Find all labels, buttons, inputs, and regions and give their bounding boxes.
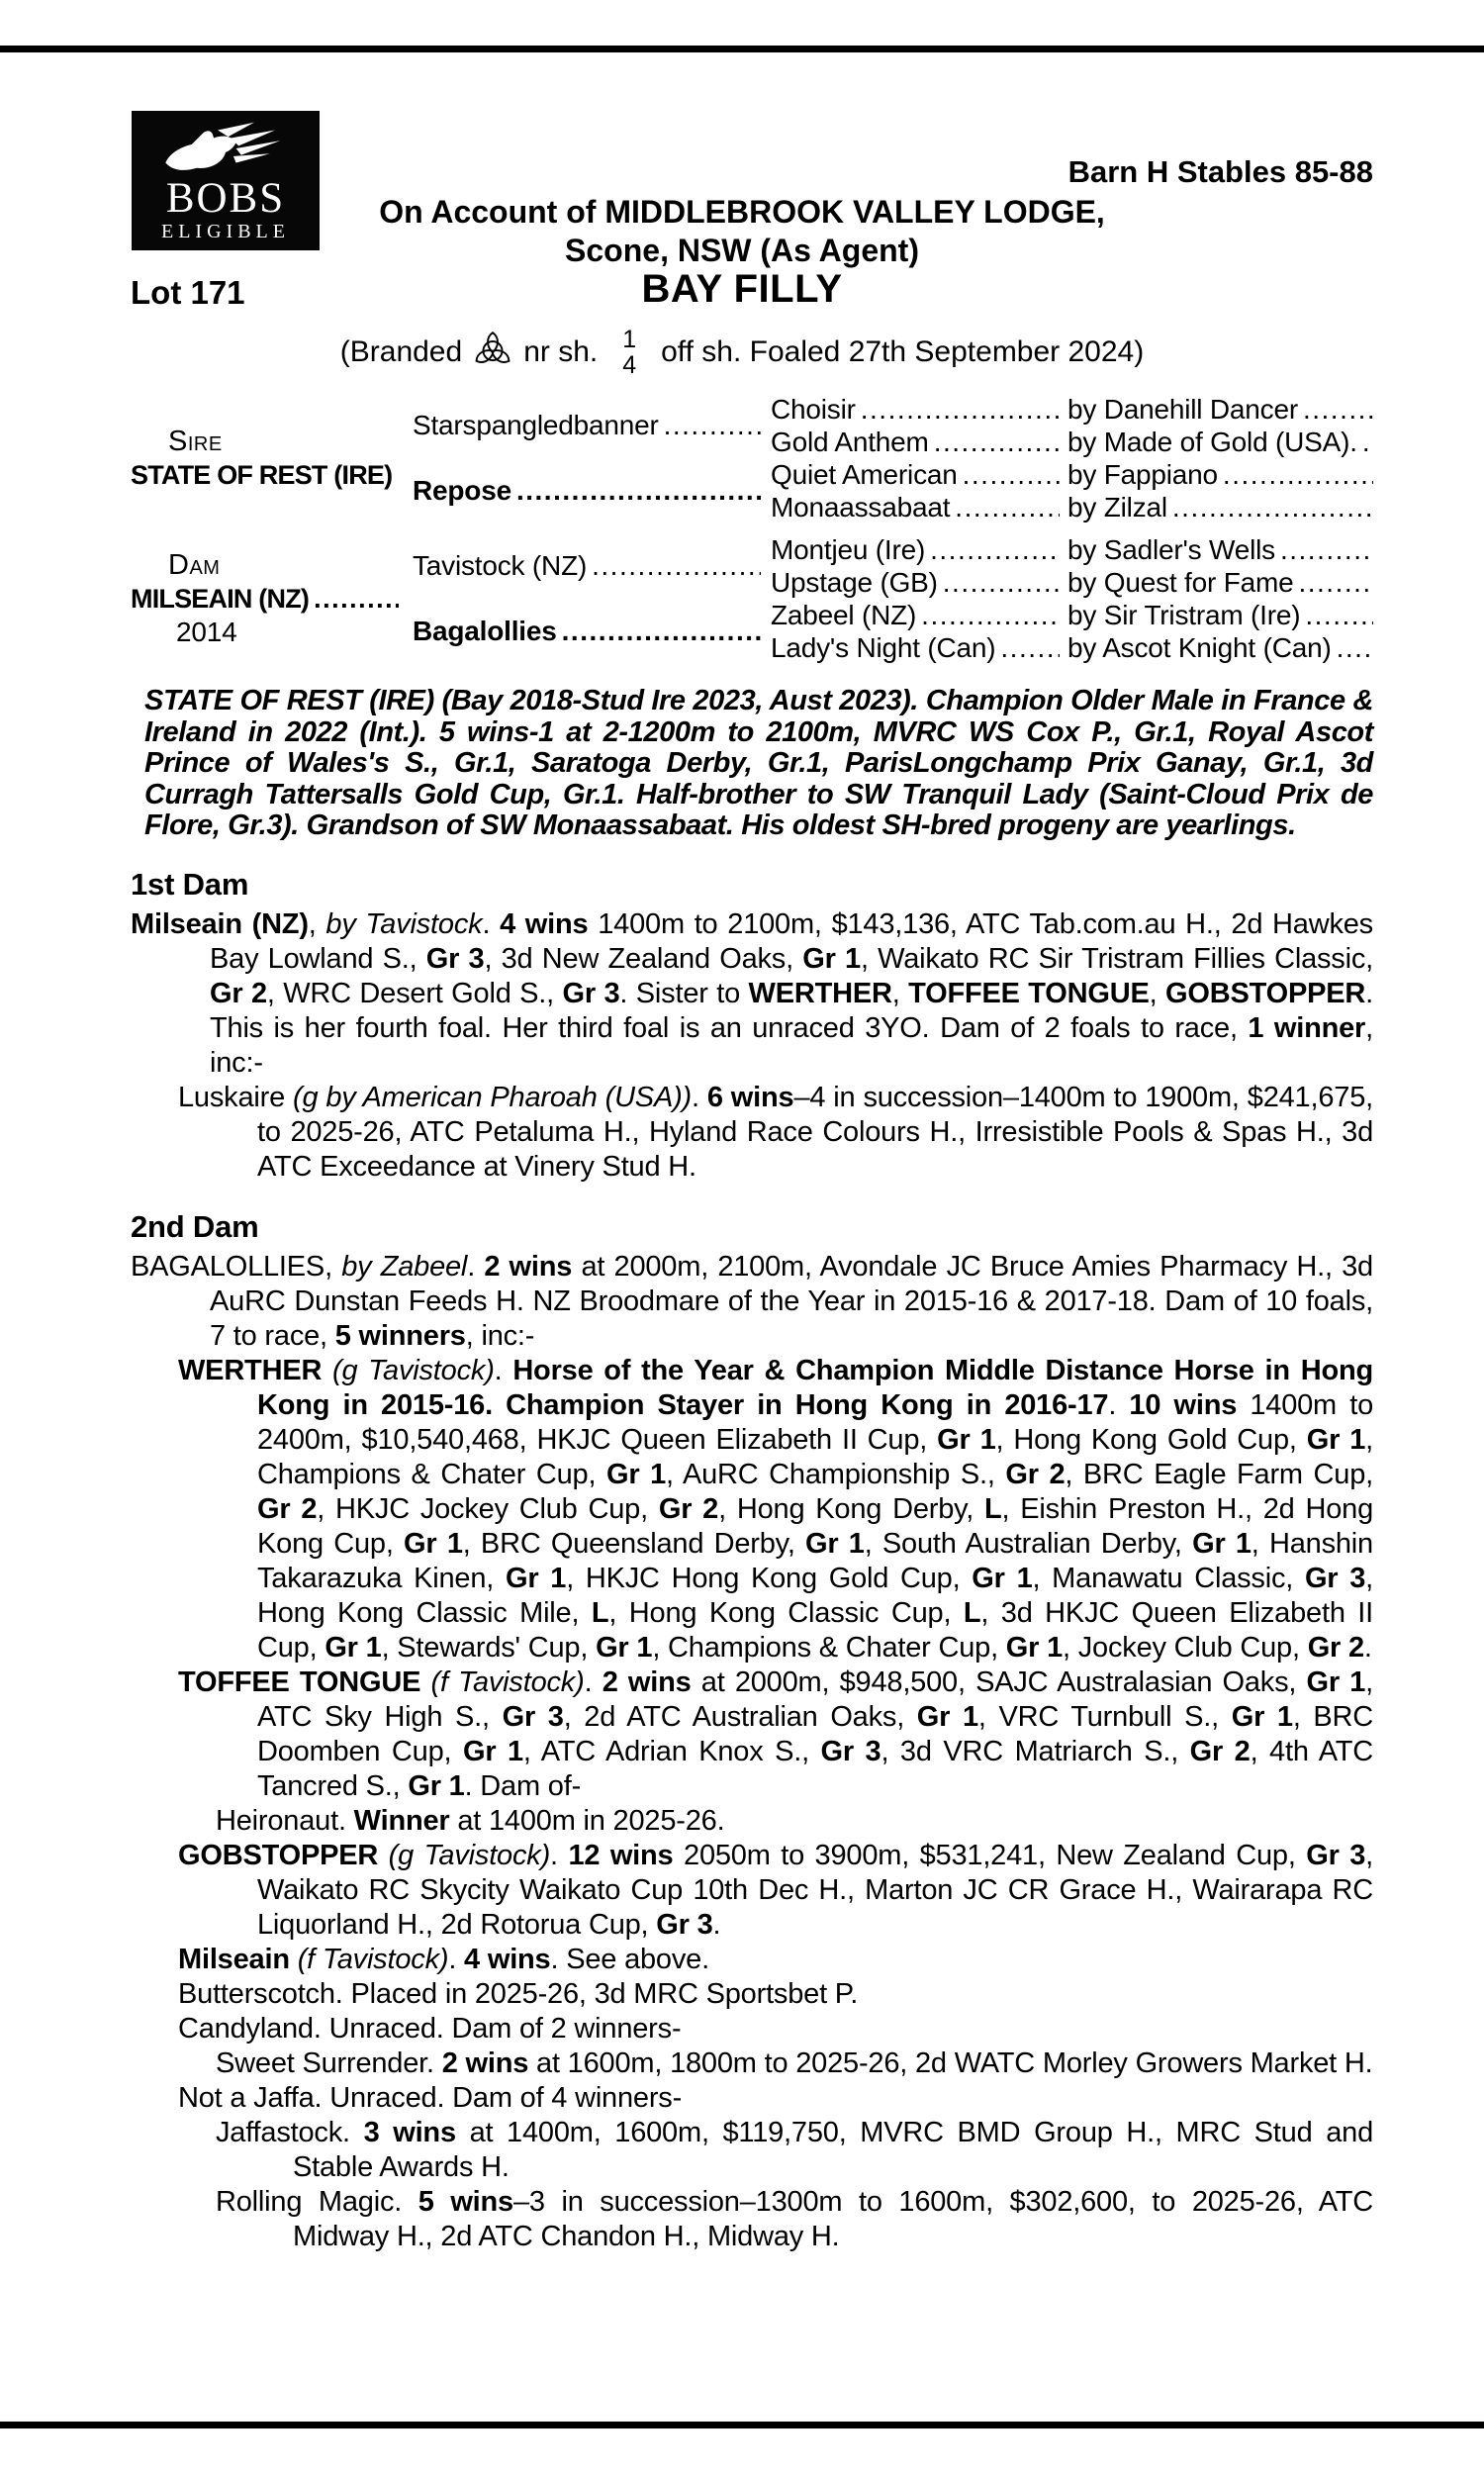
text-run: Winner	[353, 1804, 450, 1837]
text-run: 1 winner	[1248, 1011, 1366, 1044]
text-run: –3 in succession–1300m to 1600m, $302,600, to 2025-26, ATC Midway H., 2d ATC Chandon H., Midway H.	[293, 2185, 1373, 2252]
sub-progeny-paragraph	[131, 2185, 1373, 2254]
sub-progeny-paragraph	[131, 2116, 1373, 2185]
text-run: . Sister to	[619, 977, 749, 1009]
text-run: , ATC Adrian Knox S.,	[522, 1735, 821, 1767]
text-run: 2 wins	[484, 1250, 573, 1283]
granddam-cell: Gold Anthem .....	[771, 427, 1067, 458]
text-run: Gr 2	[210, 977, 267, 1009]
progeny-paragraph	[131, 2081, 1373, 2116]
text-run: BAGALOLLIES,	[131, 1250, 342, 1283]
granddam-cell: Lady's Night (Can) .....	[771, 632, 1067, 664]
text-run: 2050m to 3900m, $531,241, New Zealand Cup,	[673, 1839, 1307, 1871]
text-run: 1400m to 2100m, $143,136, ATC Tab.com.au H., 2d Hawkes Bay Lowland S.,	[210, 907, 1373, 975]
text-run: , AuRC Championship S.,	[666, 1458, 1006, 1490]
text-run: .	[482, 907, 501, 940]
text-run: 10 wins	[1129, 1388, 1238, 1421]
dam-record-paragraph	[131, 1250, 1373, 1354]
text-run: Gr 3	[562, 977, 620, 1009]
text-run: , HKJC Hong Kong Gold Cup,	[566, 1562, 973, 1594]
text-run: .	[1108, 1388, 1130, 1421]
text-run: Gr 1	[1192, 1527, 1252, 1560]
text-run: Gr 1	[1231, 1700, 1293, 1733]
sire-dam-cell: Repose .....	[413, 475, 771, 507]
text-run: Gr 1	[605, 1458, 667, 1490]
pedigree-dam-block	[131, 533, 1373, 664]
text-run: Candyland. Unraced. Dam of 2 winners-	[178, 2012, 682, 2045]
dam-sire-cell: Tavistock (NZ) .....	[413, 550, 771, 582]
text-run: 2 wins	[441, 2046, 529, 2079]
progeny-paragraph	[131, 1081, 1373, 1185]
grandsire-cell: Choisir .....	[771, 394, 1067, 426]
text-run: , Waikato RC Sir Tristram Fillies Classic,	[860, 942, 1374, 975]
text-run: Milseain	[178, 1943, 298, 1975]
logo-subtitle: ELIGIBLE	[161, 220, 290, 242]
granddam-cell: Monaassabaat .....	[771, 492, 1067, 523]
text-run: , HKJC Jockey Club Cup,	[317, 1492, 659, 1525]
text-run: , Eishin Preston H., 2d Hong Kong Cup,	[257, 1492, 1373, 1560]
pedigree-sire-block	[131, 393, 1373, 523]
text-run: 6 wins	[706, 1081, 794, 1113]
text-run: .	[550, 1839, 569, 1871]
text-run: –4 in succession–1400m to 1900m, $241,675, to 2025-26, ATC Petaluma H., Hyland Race Colours H., Irresistible Pools & Spas H., 3d ATC Exceedance at Vinery Stud H.	[257, 1081, 1373, 1183]
text-run: Gr 1	[972, 1562, 1033, 1594]
text-run: Gr 2	[1005, 1458, 1066, 1490]
progeny-paragraph	[131, 1665, 1373, 1804]
text-run: ,	[891, 977, 909, 1009]
dam-role-label: Dam	[168, 549, 221, 581]
lot-number: Lot 171	[131, 274, 245, 311]
barn-stables-line: Barn H Stables 85-88	[1067, 154, 1373, 189]
sub-progeny-paragraph	[131, 1804, 1373, 1839]
text-run: . This is her fourth foal. Her third foal is an unraced 3YO. Dam of 2 foals to race,	[210, 977, 1373, 1044]
text-run: (g Tavistock)	[388, 1839, 551, 1871]
text-run: (f Tavistock)	[297, 1943, 449, 1975]
sire-role-label: Sire	[168, 426, 223, 457]
grandsire-by-cell: by Danehill Dancer .....	[1067, 394, 1373, 426]
top-rule	[0, 46, 1484, 52]
text-run: L	[591, 1596, 609, 1629]
text-run: TOFFEE TONGUE	[178, 1665, 431, 1698]
text-run: Gr 1	[1306, 1423, 1366, 1456]
text-run: 2 wins	[602, 1665, 692, 1698]
text-run: Sweet Surrender.	[216, 2046, 442, 2079]
text-run: , Hong Kong Classic Cup,	[608, 1596, 964, 1629]
sire-sire-cell: Starspangledbanner .....	[413, 410, 771, 441]
text-run: Gr 1	[404, 1527, 463, 1560]
text-run: Gr 1	[325, 1631, 382, 1664]
text-run: ,	[1149, 977, 1165, 1009]
progeny-paragraph	[131, 1943, 1373, 1977]
text-run: Rolling Magic.	[216, 2185, 418, 2218]
text-run: Gr 2	[658, 1492, 719, 1525]
first-dam-heading: 1st Dam	[131, 866, 249, 902]
text-run: Gr 1	[462, 1735, 523, 1767]
text-run: Gr 1	[1005, 1631, 1064, 1664]
text-run: Gr 3	[1304, 1562, 1366, 1594]
text-run: . See above.	[550, 1943, 709, 1975]
text-run: Gr 1	[916, 1700, 978, 1733]
triquetra-brand-icon	[471, 330, 514, 375]
text-run: , BRC Doomben Cup,	[257, 1700, 1374, 1767]
logo-wordmark: BOBS	[165, 174, 286, 222]
text-run: WERTHER	[178, 1354, 332, 1386]
text-run: (g by American Pharoah (USA))	[293, 1081, 693, 1113]
text-run: , Champions & Chater Cup,	[652, 1631, 1006, 1664]
dam-record-paragraph	[131, 907, 1373, 1081]
brand-fraction-denominator: 4	[622, 351, 637, 379]
vendor-account-line: On Account of MIDDLEBROOK VALLEY LODGE,	[379, 194, 1105, 230]
text-run: L	[984, 1492, 1002, 1525]
progeny-paragraph	[131, 1977, 1373, 2012]
progeny-paragraph	[131, 2012, 1373, 2046]
text-run: Gr 1	[805, 1527, 865, 1560]
text-run: .	[692, 1081, 707, 1113]
text-run: 5 wins	[417, 2185, 513, 2218]
text-run: , 3d HKJC Queen Elizabeth II Cup,	[257, 1596, 1373, 1664]
text-run: , South Australian Derby,	[864, 1527, 1193, 1560]
grandsire-cell: Zabeel (NZ) .....	[771, 600, 1067, 631]
text-run: 1400m to 2400m, $10,540,468, HKJC Queen Elizabeth II Cup,	[257, 1388, 1374, 1456]
text-run: 12 wins	[568, 1839, 674, 1871]
catalogue-body	[131, 393, 1373, 2254]
text-run: , 4th ATC Tancred S.,	[257, 1735, 1373, 1802]
dam-year: 2014	[176, 617, 237, 647]
text-run: Gr 1	[408, 1769, 465, 1802]
text-run: , inc:-	[465, 1319, 535, 1352]
text-run: L	[963, 1596, 981, 1629]
second-dam-heading: 2nd Dam	[131, 1208, 259, 1244]
text-run: Luskaire	[178, 1081, 293, 1113]
text-run: , Waikato RC Skycity Waikato Cup 10th Dec H., Marton JC CR Grace H., Wairarapa RC Liquorland H., 2d Rotorua Cup,	[257, 1839, 1373, 1941]
text-run: , WRC Desert Gold S.,	[266, 977, 563, 1009]
grandsire-by-cell: by Fappiano .....	[1067, 459, 1373, 491]
granddam-by-cell: by Ascot Knight (Can) .....	[1067, 632, 1373, 664]
text-run: , Hong Kong Gold Cup,	[995, 1423, 1307, 1456]
text-run: Gr 1	[937, 1423, 996, 1456]
text-run: 5 winners	[334, 1319, 466, 1352]
sire-summary-paragraph	[131, 686, 1373, 842]
text-run: TOFFEE TONGUE	[908, 977, 1150, 1009]
text-run: Gr 1	[1306, 1665, 1366, 1698]
text-run: , Stewards' Cup,	[381, 1631, 597, 1664]
text-run: Horse of the Year & Champion Middle Distance Horse in Hong Kong in 2015-16. Champion Stayer in Hong Kong in 2016-17	[257, 1354, 1373, 1421]
text-run: Gr 2	[257, 1492, 318, 1525]
text-run: , inc:-	[210, 1011, 1373, 1079]
text-run: GOBSTOPPER	[1165, 977, 1366, 1009]
branded-near-shoulder: nr sh.	[523, 335, 599, 368]
text-run: Gr 1	[802, 942, 861, 975]
text-run: Not a Jaffa. Unraced. Dam of 4 winners-	[178, 2081, 683, 2114]
text-run: , 3d VRC Matriarch S.,	[881, 1735, 1190, 1767]
text-run: , Champions & Chater Cup,	[257, 1423, 1373, 1490]
page-title: BAY FILLY	[641, 267, 843, 311]
text-run: Gr 2	[1189, 1735, 1251, 1767]
text-run: Gr 3	[425, 942, 485, 975]
text-run: .	[494, 1354, 513, 1386]
text-run: , VRC Turnbull S.,	[977, 1700, 1232, 1733]
progeny-paragraph	[131, 1354, 1373, 1665]
text-run: Gr 2	[1307, 1631, 1364, 1664]
vendor-location-line: Scone, NSW (As Agent)	[565, 233, 919, 268]
text-run: Gr 3	[1306, 1839, 1366, 1871]
text-run: .	[448, 1943, 465, 1975]
text-run: at 1400m, 1600m, $119,750, MVRC BMD Group H., MRC Stud and Stable Awards H.	[293, 2116, 1373, 2183]
progeny-paragraph	[131, 1839, 1373, 1943]
text-run: , BRC Queensland Derby,	[462, 1527, 806, 1560]
text-run: at 1400m in 2025-26.	[449, 1804, 725, 1837]
bottom-rule	[0, 2422, 1484, 2428]
text-run: , Hong Kong Derby,	[718, 1492, 985, 1525]
text-run: , Manawatu Classic,	[1032, 1562, 1305, 1594]
granddam-by-cell: by Zilzal .....	[1067, 492, 1373, 523]
text-run: 4 wins	[464, 1943, 551, 1975]
granddam-by-cell: by Quest for Fame .....	[1067, 567, 1373, 599]
text-run: .	[1363, 1631, 1372, 1664]
branding-line	[0, 309, 1484, 396]
text-run: , 2d ATC Australian Oaks,	[563, 1700, 917, 1733]
text-run: WERTHER	[748, 977, 892, 1009]
text-run: STATE OF REST (IRE) (Bay 2018-Stud Ire 2023, Aust 2023). Champion Older Male in France & Ireland in 2022 (Int.). 5 wins-1 at 2-1200m to 2100m, MVRC WS Cox P., Gr.1, Royal Ascot Prince of Wales's S., Gr.1, Saratoga Derby, Gr.1, ParisLongchamp Prix Ganay, Gr.1, 3d Curragh Tattersalls Gold Cup, Gr.1. Half-brother to SW Tranquil Lady (Saint-Cloud Prix de Flore, Gr.3). Grandson of SW Monaassabaat. His oldest SH-bred progeny are yearlings.	[144, 685, 1373, 841]
text-run: by Zabeel	[341, 1250, 468, 1283]
text-run: at 1600m, 1800m to 2025-26, 2d WATC Morley Growers Market H.	[528, 2046, 1373, 2079]
text-run: Gr 1	[505, 1562, 567, 1594]
branded-prefix: (Branded	[339, 335, 463, 368]
text-run: 4 wins	[500, 907, 589, 940]
grandsire-cell: Quiet American .....	[771, 459, 1067, 491]
text-run: Gr 1	[596, 1631, 653, 1664]
text-run: Jaffastock.	[216, 2116, 364, 2148]
text-run: .	[584, 1665, 603, 1698]
sire-name: STATE OF REST (IRE)	[131, 460, 393, 490]
text-run: , 3d New Zealand Oaks,	[484, 942, 803, 975]
text-run: by Tavistock	[325, 907, 483, 940]
text-run: Milseain (NZ)	[131, 907, 309, 940]
text-run: . Dam of-	[464, 1769, 582, 1802]
text-run: at 2000m, $948,500, SAJC Australasian Oaks,	[691, 1665, 1307, 1698]
sire-label-cell	[131, 426, 413, 491]
text-run: at 2000m, 2100m, Avondale JC Bruce Amies Pharmacy H., 3d AuRC Dunstan Feeds H. NZ Broodmare of the Year in 2015-16 & 2017-18. Dam of 10 foals, 7 to race,	[210, 1250, 1373, 1352]
grandsire-cell: Montjeu (Ire) .....	[771, 534, 1067, 566]
text-run: , BRC Eagle Farm Cup,	[1065, 1458, 1374, 1490]
text-run: Gr 3	[656, 1908, 713, 1941]
text-run: , ATC Sky High S.,	[257, 1665, 1374, 1733]
text-run: Gr 3	[820, 1735, 881, 1767]
text-run: GOBSTOPPER	[178, 1839, 389, 1871]
text-run: Heironaut.	[216, 1804, 354, 1837]
sub-progeny-paragraph	[131, 2046, 1373, 2081]
dam-dam-cell: Bagalollies .....	[413, 616, 771, 647]
dam-label-cell	[131, 549, 413, 648]
brand-fraction-numerator: 1	[622, 326, 637, 353]
grandsire-by-cell: by Sadler's Wells .....	[1067, 534, 1373, 566]
text-run: (f Tavistock)	[430, 1665, 585, 1698]
branded-suffix: off sh. Foaled 27th September 2024)	[661, 335, 1145, 368]
granddam-by-cell: by Made of Gold (USA). .....	[1067, 427, 1373, 458]
text-run: ,	[308, 907, 326, 940]
text-run: , Hong Kong Classic Mile,	[257, 1562, 1374, 1629]
text-run: .	[467, 1250, 485, 1283]
text-run: Gr 3	[502, 1700, 564, 1733]
brand-fraction	[622, 327, 636, 378]
text-run: .	[712, 1908, 721, 1941]
text-run: , Jockey Club Cup,	[1063, 1631, 1308, 1664]
text-run: , Hanshin Takarazuka Kinen,	[257, 1527, 1373, 1594]
dam-name: MILSEAIN (NZ) .....	[131, 584, 399, 615]
text-run: Butterscotch. Placed in 2025-26, 3d MRC Sportsbet P.	[178, 1977, 859, 2010]
granddam-cell: Upstage (GB) .....	[771, 567, 1067, 599]
text-run: 3 wins	[363, 2116, 456, 2148]
grandsire-by-cell: by Sir Tristram (Ire) .....	[1067, 600, 1373, 631]
text-run: (g Tavistock)	[332, 1354, 495, 1386]
